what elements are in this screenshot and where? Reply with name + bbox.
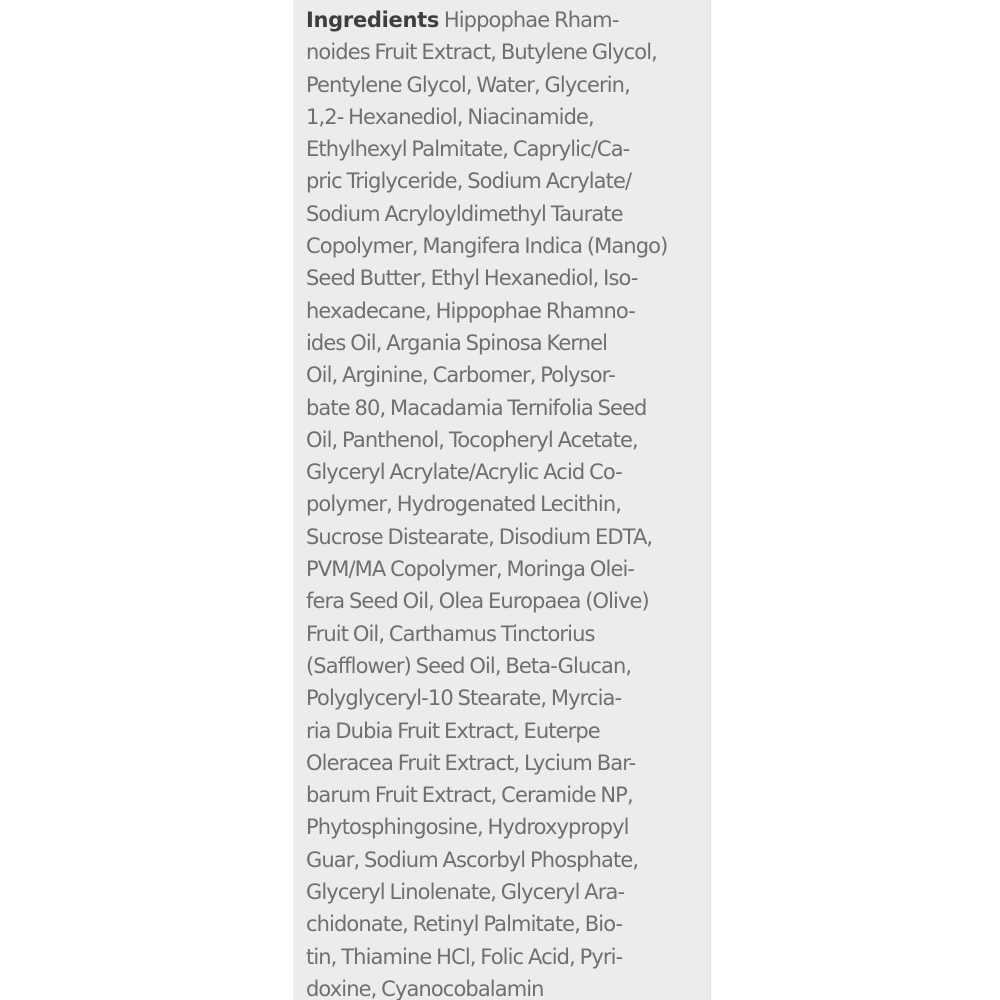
ingredients-line: Guar, Sodium Ascorbyl Phosphate, [306, 847, 639, 872]
ingredients-heading: Ingredients [306, 8, 440, 32]
ingredients-list [306, 4, 702, 1000]
ingredients-line: Sodium Acryloyldimethyl Taurate [306, 201, 623, 226]
ingredients-line: fera Seed Oil, Olea Europaea (Olive) [306, 589, 649, 614]
ingredients-line: Copolymer, Mangifera Indica (Mango) [306, 234, 668, 259]
ingredients-line: Oil, Arginine, Carbomer, Polysor- [306, 363, 615, 388]
ingredients-line: Sucrose Distearate, Disodium EDTA, [306, 524, 653, 549]
ingredients-line: Glyceryl Linolenate, Glyceryl Ara- [306, 880, 625, 905]
ingredients-line: Glyceryl Acrylate/Acrylic Acid Co- [306, 460, 622, 485]
ingredients-line: noides Fruit Extract, Butylene Glycol, [306, 40, 657, 65]
ingredients-line: Ethylhexyl Palmitate, Caprylic/Ca- [306, 137, 630, 162]
ingredients-line: ides Oil, Argania Spinosa Kernel [306, 330, 608, 355]
ingredients-line: polymer, Hydrogenated Lecithin, [306, 492, 622, 517]
ingredients-line: chidonate, Retinyl Palmitate, Bio- [306, 912, 623, 937]
ingredients-line: pric Triglyceride, Sodium Acrylate/ [306, 169, 632, 194]
ingredients-line: Fruit Oil, Carthamus Tinctorius [306, 621, 595, 646]
ingredients-line: Oleracea Fruit Extract, Lycium Bar- [306, 750, 636, 775]
ingredients-line: hexadecane, Hippophae Rhamno- [306, 298, 635, 323]
ingredients-line: ria Dubia Fruit Extract, Euterpe [306, 718, 600, 743]
ingredients-line [306, 4, 702, 36]
ingredients-line-text: Hippophae Rham- [439, 8, 619, 32]
ingredients-line: Seed Butter, Ethyl Hexanediol, Iso- [306, 266, 638, 291]
ingredients-line: Polyglyceryl-10 Stearate, Myrcia- [306, 686, 622, 711]
ingredients-line: PVM/MA Copolymer, Moringa Olei- [306, 557, 635, 582]
ingredients-line: (Safflower) Seed Oil, Beta-Glucan, [306, 653, 632, 678]
ingredients-line: bate 80, Macadamia Ternifolia Seed [306, 395, 647, 420]
ingredients-line: Oil, Panthenol, Tocopheryl Acetate, [306, 427, 638, 452]
ingredients-line: 1,2- Hexanediol, Niacinamide, [306, 104, 594, 129]
ingredients-line: barum Fruit Extract, Ceramide NP, [306, 783, 633, 808]
ingredients-line: Phytosphingosine, Hydroxypropyl [306, 815, 629, 840]
ingredients-line: tin, Thiamine HCl, Folic Acid, Pyri- [306, 944, 623, 969]
ingredients-line: Pentylene Glycol, Water, Glycerin, [306, 72, 630, 97]
ingredients-line: doxine, Cyanocobalamin [306, 976, 544, 1000]
